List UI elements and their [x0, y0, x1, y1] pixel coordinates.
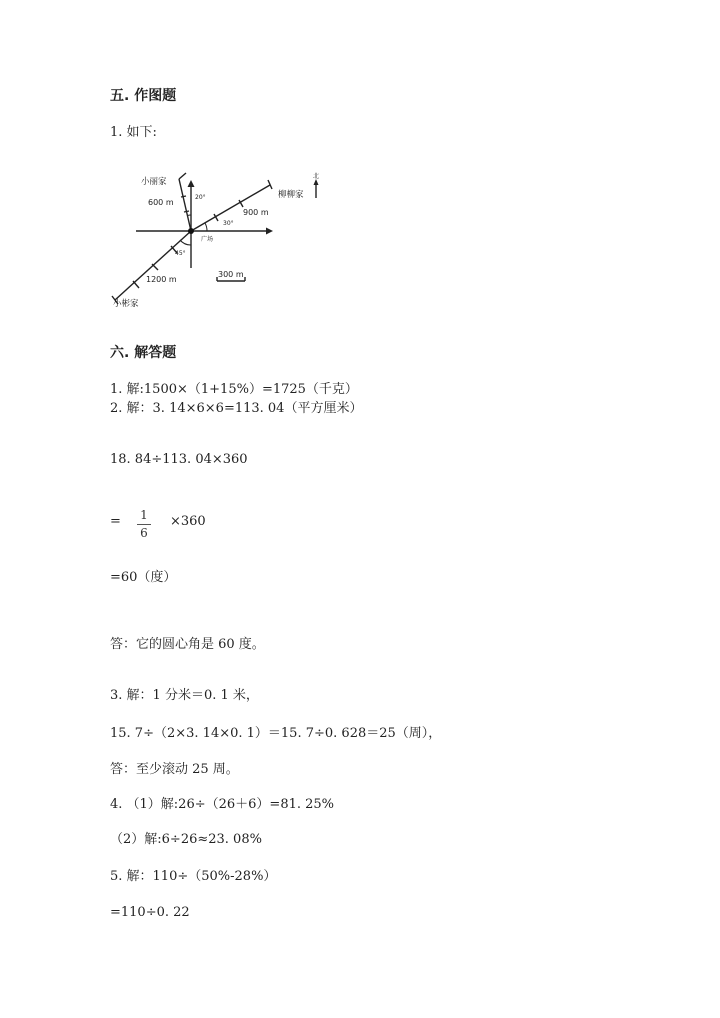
east-arrow-icon: [266, 228, 273, 235]
answer-line-3: 18. 84÷113. 04×360: [110, 452, 248, 467]
fraction-numerator: 1: [140, 508, 148, 522]
label-xiaoli: 小丽家: [141, 177, 167, 187]
label-liuliu: 柳柳家: [278, 190, 304, 200]
fraction-denominator: 6: [140, 526, 148, 540]
answer-line-2: 2. 解：3. 14×6×6=113. 04（平方厘米）: [110, 401, 363, 416]
answer-line-1: 1. 解:1500×（1+15%）=1725（千克）: [110, 382, 358, 397]
answer-line-13: =110÷0. 22: [110, 905, 190, 920]
square-point: [188, 228, 194, 234]
north-axis-arrow-icon: [188, 180, 195, 187]
answer-line-5: =60（度）: [110, 570, 177, 585]
label-scale: 300 m: [218, 270, 244, 279]
label-square: 广场: [201, 236, 214, 243]
label-d1200: 1200 m: [146, 275, 177, 284]
answer-line-10: 4. （1）解:26÷（26＋6）=81. 25%: [110, 797, 335, 812]
answer-line-7: 3. 解：1 分米＝0. 1 米，: [110, 688, 259, 703]
answer-line-9: 答：至少滚动 25 周。: [110, 762, 239, 777]
question-1-label: 1. 如下:: [110, 125, 157, 140]
answer-line-8: 15. 7÷（2×3. 14×0. 1）＝15. 7÷0. 628＝25（周），: [110, 726, 442, 741]
label-d600: 600 m: [148, 198, 174, 207]
answer-line-11: （2）解:6÷26≈23. 08%: [110, 832, 262, 847]
map-diagram: [100, 160, 340, 320]
answer-line-12: 5. 解：110÷（50%-28%）: [110, 869, 277, 884]
label-north: 北: [313, 173, 320, 180]
label-d900: 900 m: [243, 208, 269, 217]
label-a45: 45°: [175, 250, 186, 257]
fraction-one-sixth: [135, 508, 153, 541]
label-a20: 20°: [195, 194, 206, 201]
times-360: ×360: [170, 514, 206, 529]
section-5-heading: 五. 作图题: [110, 88, 177, 104]
fraction-bar: [137, 524, 151, 525]
label-a30: 30°: [223, 220, 234, 227]
section-6-heading: 六. 解答题: [110, 345, 177, 361]
equals-sign: =: [110, 514, 121, 529]
label-xiaobin: 小彬家: [113, 299, 139, 309]
answer-line-6: 答：它的圆心角是 60 度。: [110, 637, 265, 652]
